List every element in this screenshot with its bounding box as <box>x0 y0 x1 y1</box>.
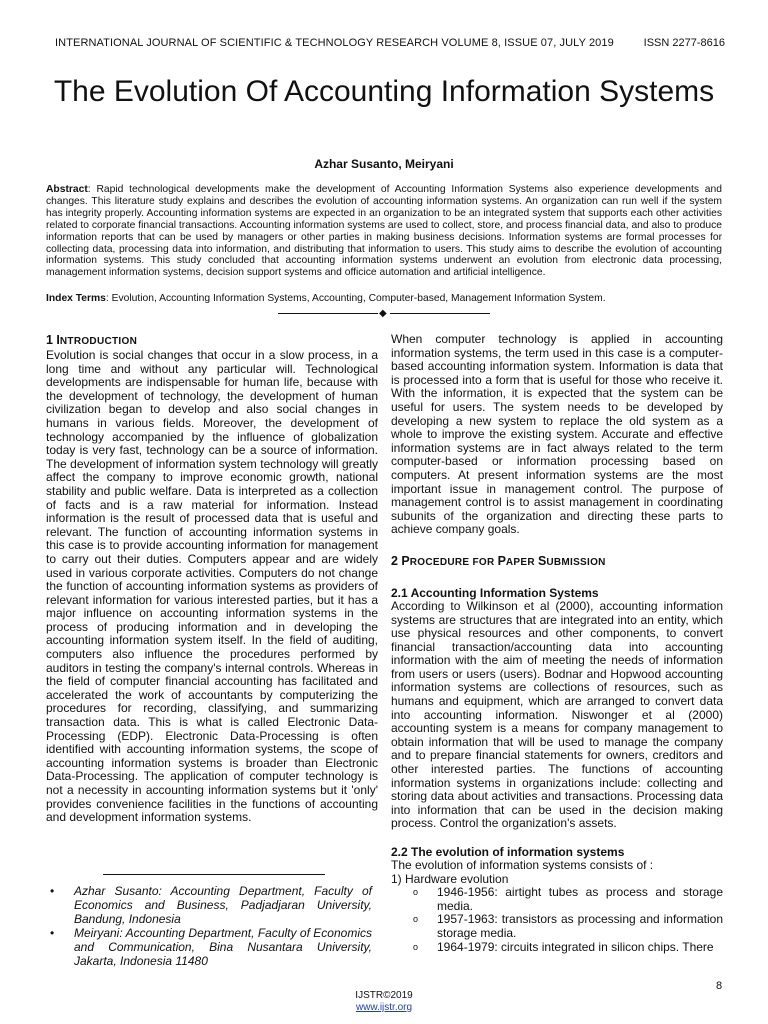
list-item: o 1964-1979: circuits integrated in silicon chips. There <box>413 939 714 954</box>
footnote-item: • Meiryani: Accounting Department, Faculty of Economics and Communication, Bina Nusantara University, Jakarta, Indonesia 11480 <box>50 926 372 968</box>
section-divider <box>278 307 490 319</box>
index-terms <box>46 293 722 305</box>
footnote-item: • Azhar Susanto: Accounting Department, Faculty of Economics and Business, Padjadjaran University, Bandung, Indonesia <box>50 884 372 926</box>
section-1-body: Evolution is social changes that occur in a slow process, in a long time and without any particular will. Technological developments are indispensable for human life, because with the development of technology, the development of human civilization began to develop and also social changes in humans in various fields. Moreover, the development of technology accompanied by the influence of globalization today is very fast, technology can be a source of information. The development of information system technology will greatly affect the company to improve economic growth, national stability and public welfare. Data is interpreted as a collection of facts and is a raw material for information. Instead information is the result of processed data that is useful and relevant. The function of accounting information systems in this case is to provide accounting information for management to carry out their duties. Computers appear and are widely used in various corporate activities. Computers do not change the function of accounting information systems as providers of relevant information for various interested parties, but it has a major influence on accounting information systems in the process of producing information and in developing the accounting information system itself. In the field of auditing, computers also influence the procedures performed by auditors in testing the company's internal controls. Whereas in the field of computer financial accounting has facilitated and accelerated the work of accountants by computerizing the procedures for recording, classifying, and summarizing transaction data. This is what is called Electronic Data-Processing (EDP). Electronic Data-Processing is often identified with accounting information systems, the scope of accounting information systems is broader than Electronic Data-Processing. The application of computer technology is not a necessity in accounting information systems but it 'only' provides convenience facilities in the functions of accounting and development information systems. <box>46 348 378 825</box>
footer-url-link[interactable]: www.ijstr.org <box>355 1002 413 1013</box>
index-terms-text: : Evolution, Accounting Information Systems, Accounting, Computer-based, Management Information System. <box>105 293 606 304</box>
abstract-text: : Rapid technological developments make the development of Accounting Information Systems also experience developments and changes. This literature study explains and describes the evolution of accounting information systems. An organization can run well if the system has integrity properly. Accounting information systems are expected in an organization to be an integrated system that supports each other activities related to corporate financial transactions. Accounting information systems are used to collect, store, and process financial data, and also to produce information reports that can be used by managers or other parties in making business decisions. Information systems are formal processes for collecting data, processing data into information, and distributing that information to users. This study aims to describe the evolution of accounting information systems. This study concluded that accounting information systems underwent an evolution from electronic data processing, management information systems, decision support systems and officice automation and artificial intelligence. <box>46 184 722 279</box>
list-item: o 1957-1963: transistors as processing and information storage media. <box>413 912 723 940</box>
paper-authors: Azhar Susanto, Meiryani <box>314 157 454 171</box>
right-column <box>391 333 723 954</box>
subsection-2-2-heading: 2.2 The evolution of information systems <box>391 845 625 859</box>
journal-header: INTERNATIONAL JOURNAL OF SCIENTIFIC & TECHNOLOGY RESEARCH VOLUME 8, ISSUE 07, JULY 2019 <box>55 37 614 49</box>
subsection-2-1-heading: 2.1 Accounting Information Systems <box>391 585 599 600</box>
issn-header: ISSN 2277-8616 <box>643 37 725 49</box>
left-column <box>46 333 378 825</box>
section-1-continued: When computer technology is applied in accounting information systems, the term used in this case is a computer-based accounting information system. Information is data that is processed into a form that is useful for those who receive it. With the information, it is expected that the system can be useful for users. The system needs to be developed by developing a new system to replace the old system as a whole to improve the existing system. Accurate and effective information systems are in fact always related to the term computer-based or information processing based on computers. At present information systems are the most important issue in management control. The purpose of management control is to assist management in coordinating subunits of the organization and directing these parts to achieve company goals. <box>391 332 723 537</box>
paper-title: The Evolution Of Accounting Information Systems <box>53 75 715 108</box>
footnote-rule <box>103 874 325 875</box>
list-item: o 1946-1956: airtight tubes as process and storage media. <box>413 885 723 913</box>
hardware-evolution-label: 1) Hardware evolution <box>391 871 509 886</box>
subsection-2-2-intro: The evolution of information systems consists of : <box>391 858 654 872</box>
index-terms-label: Index Terms <box>46 293 106 304</box>
abstract-label: Abstract <box>46 184 88 195</box>
author-footnotes <box>46 884 372 968</box>
section-1-heading: 1 INTRODUCTION <box>46 333 138 347</box>
page-number: 8 <box>716 980 723 992</box>
footer-copyright: IJSTR©2019 <box>355 990 413 1001</box>
subsection-2-1-body: According to Wilkinson et al (2000), accounting information systems are structures that are integrated into an entity, which use physical resources and other components, to convert financial transaction/accounting data into accounting information with the aim of meeting the needs of information from users or users (users). Bodnar and Hopwood accounting information systems are collections of resources, such as humans and equipment, which are arranged to convert data into accounting information. Niswonger et al (2000) accounting system is a means for company management to obtain information that will be used to manage the company and to prepare financial statements for owners, creditors and other interested parties. The functions of accounting information systems in organizations include: collecting and storing data about activities and transactions. Processing data into information that can be used in the decision making process. Control the organization's assets. <box>391 598 723 831</box>
abstract <box>46 184 722 279</box>
page-footer <box>0 990 768 1014</box>
section-2-heading: 2 PROCEDURE FOR PAPER SUBMISSION <box>391 553 606 568</box>
divider-diamond-icon: ◆ <box>379 308 387 319</box>
hardware-evolution-list <box>391 886 723 954</box>
